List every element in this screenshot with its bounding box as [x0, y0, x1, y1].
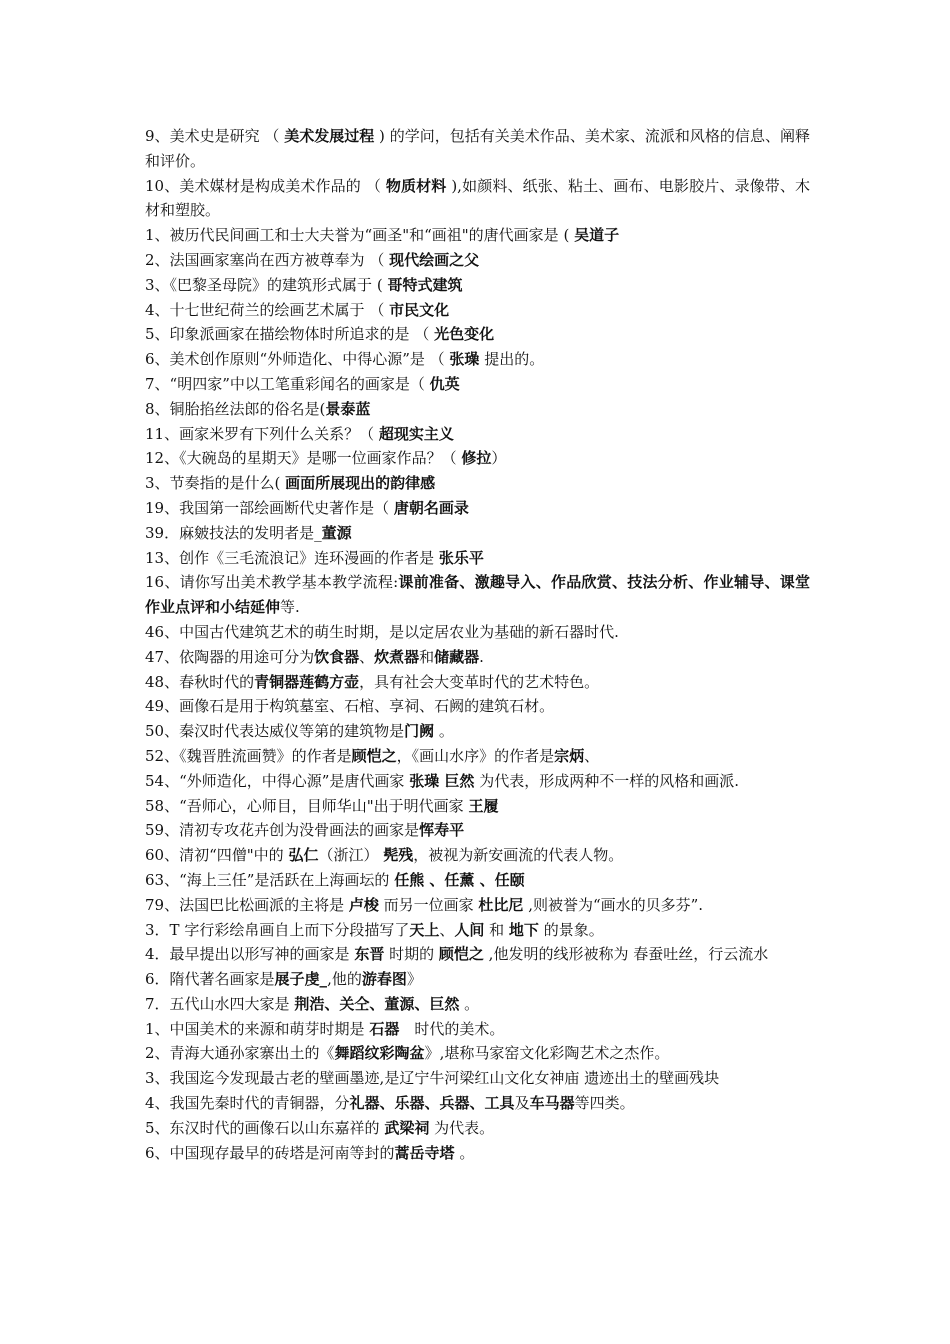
paragraph-text: 52、《魏晋胜流画赞》的作者是 [145, 746, 352, 765]
paragraph-text: ,他发明的线形被称为 春蚕吐丝，行云流水 [483, 945, 769, 964]
paragraph-text: ） [491, 449, 507, 468]
paragraph-text: ,则被誉为“画水的贝多芬”. [523, 895, 704, 914]
bold-answer-text: 卢梭 [348, 895, 379, 914]
text-paragraph [145, 298, 810, 323]
bold-answer-text: 车马器 [529, 1094, 575, 1113]
text-paragraph [145, 446, 810, 471]
paragraph-text: 3、节奏指的是什么( [145, 474, 286, 493]
bold-answer-text: 物质材料 [385, 176, 447, 195]
paragraph-text: 6、中国现存最早的砖塔是河南等封的 [145, 1143, 395, 1162]
paragraph-text: 、 [584, 746, 600, 765]
text-paragraph [145, 521, 810, 546]
text-paragraph [145, 372, 810, 397]
paragraph-text: 和 [484, 920, 509, 939]
bold-answer-text: 吴道子 [574, 226, 620, 245]
text-paragraph [145, 620, 810, 645]
text-paragraph [145, 1141, 810, 1166]
paragraph-text: 的景象。 [538, 920, 604, 939]
bold-answer-text: 张璪 巨然 [409, 771, 475, 790]
paragraph-text: 而另一位画家 [378, 895, 479, 914]
bold-answer-text: 任熊 、任薰 、任颐 [394, 870, 525, 889]
paragraph-text: 7．五代山水四大家是 [145, 994, 295, 1013]
bold-answer-text: 课前准备、激趣导入、作品欣赏、技法分析、作业辅导、课堂作业点评和小结延伸 [145, 573, 810, 617]
bold-answer-text: 哥特式建筑 [387, 275, 463, 294]
paragraph-text: 7、“明四家”中以工笔重彩闻名的画家是（ [145, 374, 430, 393]
bold-answer-text: 髡残 [383, 846, 414, 865]
text-paragraph [145, 174, 810, 224]
paragraph-text: 13、创作《三毛流浪记》连环漫画的作者是 [145, 548, 439, 567]
paragraph-text: ),如颜料、纸张、粘土、画布、电影胶片、录像带、木材和塑胶。 [145, 176, 810, 220]
text-paragraph [145, 794, 810, 819]
bold-answer-text: 画面所展现出的韵律感 [285, 474, 436, 493]
text-paragraph [145, 322, 810, 347]
bold-answer-text: 人间 [454, 920, 485, 939]
bold-answer-text: 光色变化 [434, 325, 495, 344]
paragraph-text: 5、印象派画家在描绘物体时所追求的是 （ [145, 325, 435, 344]
bold-answer-text: 游春图 [361, 970, 407, 989]
paragraph-text: ,他的 [327, 970, 362, 989]
text-paragraph [145, 670, 810, 695]
paragraph-text: 3．T 字行彩绘帛画自上而下分段描写了 [145, 920, 410, 939]
paragraph-text: 19、我国第一部绘画断代史著作是（ [145, 498, 394, 517]
paragraph-text: 4、十七世纪荷兰的绘画艺术属于 （ [145, 300, 390, 319]
paragraph-text: 60、清初“四僧"中的 [145, 846, 289, 865]
bold-answer-text: 张乐平 [438, 548, 484, 567]
text-paragraph [145, 273, 810, 298]
paragraph-text: 3、《巴黎圣母院》的建筑形式属于 ( [145, 275, 388, 294]
paragraph-text: 5、东汉时代的画像石以山东嘉祥的 [145, 1118, 385, 1137]
bold-answer-text: 天上 [409, 920, 440, 939]
paragraph-text: 6、美术创作原则“外师造化、中得心源”是 （ [145, 350, 450, 369]
paragraph-text: ，具有社会大变革时代的艺术特色。 [359, 672, 600, 691]
bold-answer-text: 荆浩、关仝、董源、巨然 [294, 994, 460, 1013]
bold-answer-text: 景泰蓝 [325, 399, 371, 418]
text-paragraph [145, 893, 810, 918]
bold-answer-text: 东晋 [354, 945, 385, 964]
paragraph-text: 59、清初专攻花卉创为没骨画法的画家是 [145, 821, 420, 840]
bold-answer-text: 修拉 [461, 449, 492, 468]
paragraph-text: （浙江） [318, 846, 384, 865]
paragraph-text: 时代的美术。 [399, 1019, 505, 1038]
bold-answer-text: 地下 [508, 920, 539, 939]
paragraph-text: 等. [280, 598, 300, 617]
bold-answer-text: 杜比尼 [478, 895, 524, 914]
paragraph-text: 49、画像石是用于构筑墓室、石棺、享祠、石阙的建筑石材。 [145, 697, 555, 716]
paragraph-text: 79、法国巴比松画派的主将是 [145, 895, 349, 914]
bold-answer-text: 董源 [321, 523, 352, 542]
paragraph-text: 为代表。 [429, 1118, 495, 1137]
bold-answer-text: 舞蹈纹彩陶盆 [334, 1044, 425, 1063]
bold-answer-text: 饮食器 [314, 647, 360, 666]
paragraph-text: 39．麻皴技法的发明者是_ [145, 523, 322, 542]
bold-answer-text: 青铜器莲鹤方壶 [254, 672, 360, 691]
paragraph-text: 63、“海上三任”是活跃在上海画坛的 [145, 870, 395, 889]
bold-answer-text: 弘仁 [288, 846, 319, 865]
bold-answer-text: 张璪 [449, 350, 480, 369]
paragraph-text: 6．隋代著名画家是 [145, 970, 275, 989]
paragraph-text: 为代表，形成两种不一样的风格和画派. [474, 771, 739, 790]
paragraph-text: ) 的学问，包括有关美术作品、美术家、流派和风格的信息、阐释和评价。 [145, 127, 810, 170]
paragraph-text: 9、美术史是研究 （ [145, 127, 285, 145]
paragraph-text: 58、“吾师心，心师目，目师华山"出于明代画家 [145, 796, 469, 815]
text-paragraph [145, 744, 810, 769]
bold-answer-text: 武梁祠 [384, 1118, 430, 1137]
paragraph-text: 时期的 [384, 945, 439, 964]
text-paragraph [145, 769, 810, 794]
bold-answer-text: 蒿岳寺塔 [394, 1143, 455, 1162]
paragraph-text: ，被视为新安画流的代表人物。 [413, 846, 624, 865]
bold-answer-text: 炊煮器 [374, 647, 420, 666]
bold-answer-text: 礼器、乐器、兵器、工具 [349, 1094, 515, 1113]
bold-answer-text: 储藏器 [434, 647, 480, 666]
bold-answer-text: 顾恺之 [351, 746, 397, 765]
paragraph-text: 4、我国先秦时代的青铜器，分 [145, 1094, 350, 1113]
paragraph-text: 10、美术媒材是构成美术作品的 （ [145, 176, 386, 195]
text-paragraph [145, 992, 810, 1017]
text-paragraph [145, 1116, 810, 1141]
paragraph-text: 。 [454, 1143, 475, 1162]
bold-answer-text: 王履 [468, 796, 499, 815]
text-paragraph [145, 223, 810, 248]
paragraph-text: 46、中国古代建筑艺术的萌生时期，是以定居农业为基础的新石器时代. [145, 622, 619, 641]
paragraph-text: 3、我国迄今发现最古老的壁画墨迹,是辽宁牛河梁红山文化女神庙 遗迹出土的壁画残块 [145, 1069, 720, 1088]
text-paragraph [145, 967, 810, 992]
text-paragraph [145, 719, 810, 744]
bold-answer-text: 唐朝名画录 [393, 498, 469, 517]
text-paragraph [145, 843, 810, 868]
bold-answer-text: 超现实主义 [378, 424, 454, 443]
text-paragraph [145, 471, 810, 496]
text-paragraph [145, 347, 810, 372]
paragraph-text: 提出的。 [479, 350, 545, 369]
paragraph-text: 48、春秋时代的 [145, 672, 255, 691]
bold-answer-text: 宗炳 [554, 746, 585, 765]
bold-answer-text: 石器 [369, 1019, 400, 1038]
paragraph-text: 2、法国画家塞尚在西方被尊奉为 （ [145, 250, 390, 269]
paragraph-text: ，《画山水序》的作者是 [396, 746, 555, 765]
paragraph-text: 50、秦汉时代表达威仪等第的建筑物是 [145, 722, 405, 741]
bold-answer-text: 展子虔_ [274, 970, 328, 989]
bold-answer-text: 仇英 [429, 374, 460, 393]
paragraph-text: 》,堪称马家窑文化彩陶艺术之杰作。 [424, 1044, 670, 1063]
text-paragraph [145, 1091, 810, 1116]
paragraph-text: 8、铜胎掐丝法郎的俗名是( [145, 399, 326, 418]
paragraph-text: 、 [359, 647, 375, 666]
paragraph-text: 2、青海大通孙家寨出土的《 [145, 1044, 335, 1063]
text-paragraph [145, 248, 810, 273]
paragraph-text: 4．最早提出以形写神的画家是 [145, 945, 355, 964]
paragraph-text: . [479, 647, 484, 666]
bold-answer-text: 恽寿平 [419, 821, 465, 840]
paragraph-text: 12、《大碗岛的星期天》是哪一位画家作品？（ [145, 449, 462, 468]
text-paragraph [145, 397, 810, 422]
paragraph-text: 、 [439, 920, 455, 939]
text-paragraph [145, 570, 810, 620]
text-paragraph [145, 818, 810, 843]
text-paragraph [145, 422, 810, 447]
document-body [145, 124, 810, 1165]
text-paragraph [145, 1041, 810, 1066]
paragraph-text: 》 [406, 970, 422, 989]
text-paragraph [145, 1017, 810, 1042]
paragraph-text: 及 [514, 1094, 530, 1113]
text-paragraph [145, 645, 810, 670]
bold-answer-text: 现代绘画之父 [389, 250, 480, 269]
paragraph-text: 。 [459, 994, 480, 1013]
text-paragraph [145, 868, 810, 893]
text-paragraph [145, 942, 810, 967]
paragraph-text: 。 [434, 722, 454, 741]
text-paragraph [145, 918, 810, 943]
paragraph-text: 1、中国美术的来源和萌芽时期是 [145, 1019, 370, 1038]
paragraph-text: 54、“外师造化，中得心源”是唐代画家 [145, 771, 410, 790]
bold-answer-text: 美术发展过程 [284, 127, 375, 145]
bold-answer-text: 门阙 [404, 722, 435, 741]
paragraph-text: 和 [419, 647, 435, 666]
text-paragraph [145, 546, 810, 571]
bold-answer-text: 顾恺之 [438, 945, 484, 964]
text-paragraph [145, 1066, 810, 1091]
paragraph-text: 等四类。 [574, 1094, 635, 1113]
text-paragraph [145, 124, 810, 174]
text-paragraph [145, 496, 810, 521]
text-paragraph [145, 694, 810, 719]
bold-answer-text: 市民文化 [389, 300, 450, 319]
paragraph-text: 1、被历代民间画工和士大夫誉为“画圣"和“画祖"的唐代画家是 ( [145, 226, 575, 245]
paragraph-text: 16、请你写出美术教学基本教学流程: [145, 573, 399, 592]
paragraph-text: 47、依陶器的用途可分为 [145, 647, 315, 666]
paragraph-text: 11、画家米罗有下列什么关系？（ [145, 424, 379, 443]
